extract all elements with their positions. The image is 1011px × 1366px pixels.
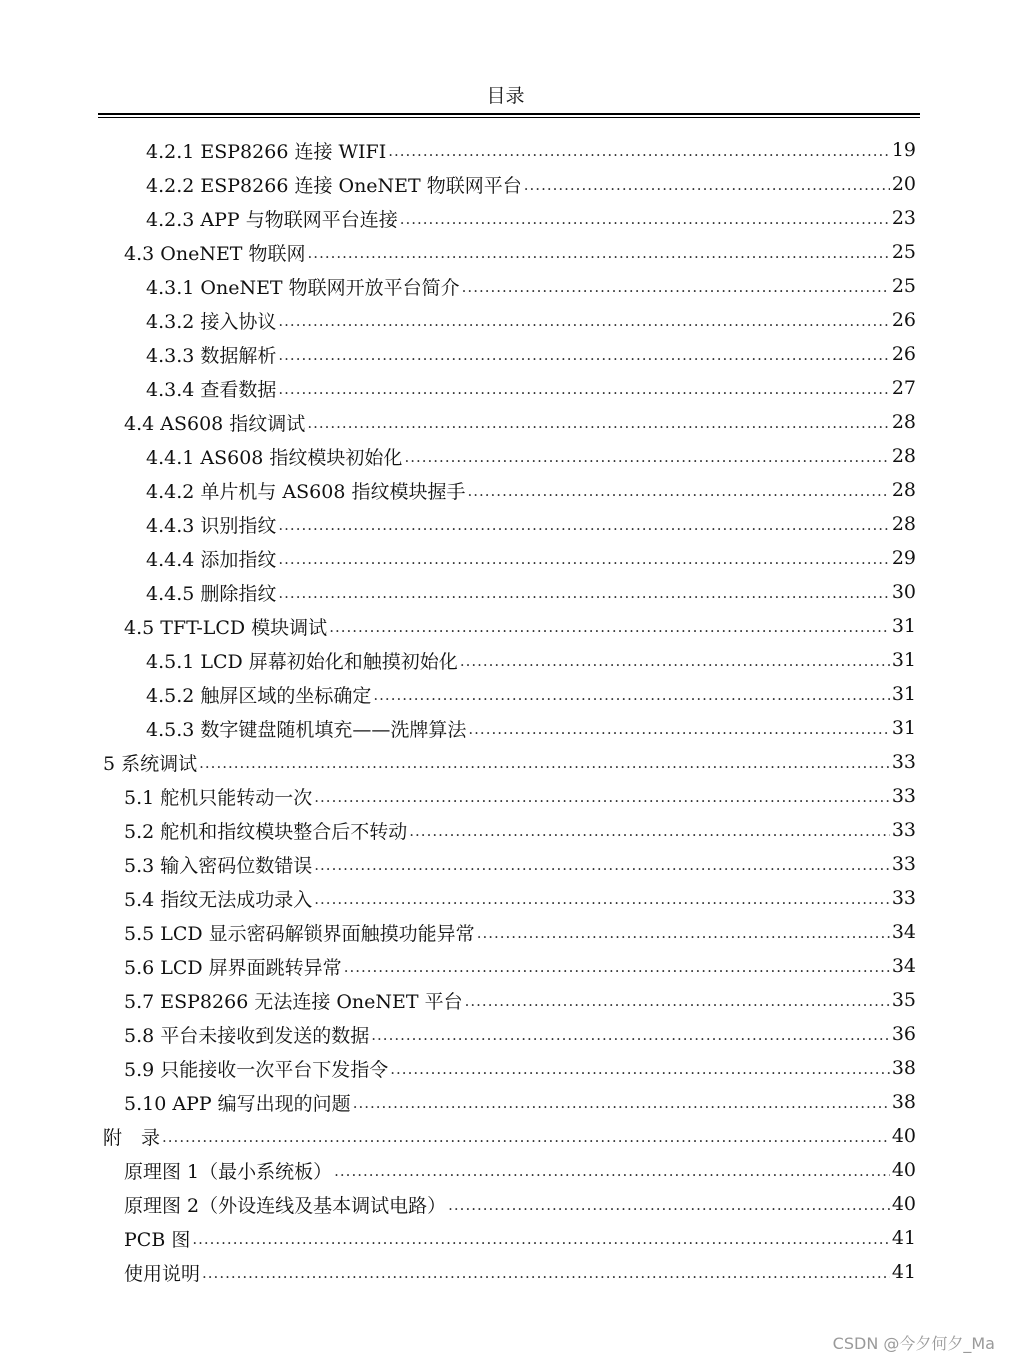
toc-entry-page: 40 <box>891 1159 916 1181</box>
toc-entry[interactable] <box>124 915 916 949</box>
toc-entry-label: 5.9 只能接收一次平台下发指令 <box>124 1058 389 1081</box>
toc-dot-leader <box>278 516 889 541</box>
toc-entry-page: 33 <box>891 853 916 875</box>
toc-entry-label: 5.7 ESP8266 无法连接 OneNET 平台 <box>124 990 463 1013</box>
toc-entry-label: 4.4 AS608 指纹调试 <box>124 412 306 435</box>
toc-entry[interactable] <box>146 371 916 405</box>
toc-entry-page: 36 <box>891 1023 916 1045</box>
toc-entry-page: 29 <box>891 547 916 569</box>
toc-entry-label: 5.10 APP 编写出现的问题 <box>124 1092 351 1115</box>
toc-entry-label: 使用说明 <box>124 1262 201 1285</box>
toc-entry-label: 原理图 2（外设连线及基本调试电路） <box>124 1194 447 1217</box>
toc-entry[interactable] <box>124 1153 916 1187</box>
toc-entry-label: 4.4.5 删除指纹 <box>146 582 277 605</box>
toc-entry[interactable] <box>146 439 916 473</box>
page-header-title: 目录 <box>486 85 525 107</box>
toc-entry-label: PCB 图 <box>124 1228 191 1251</box>
toc-entry-page: 25 <box>891 275 916 297</box>
toc-dot-leader <box>460 652 890 677</box>
toc-entry-label: 4.5.3 数字键盘随机填充——洗牌算法 <box>146 718 467 741</box>
toc-entry-label: 4.2.2 ESP8266 连接 OneNET 物联网平台 <box>146 174 522 197</box>
toc-dot-leader <box>400 210 890 235</box>
toc-entry[interactable] <box>146 337 916 371</box>
toc-entry-page: 34 <box>891 921 916 943</box>
toc-entry[interactable] <box>146 269 916 303</box>
toc-entry-page: 33 <box>891 819 916 841</box>
toc-entry-label: 4.3 OneNET 物联网 <box>124 242 306 265</box>
toc-entry-label: 5.5 LCD 显示密码解锁界面触摸功能异常 <box>124 922 475 945</box>
toc-dot-leader <box>409 822 890 847</box>
toc-entry[interactable] <box>124 983 916 1017</box>
toc-entry-page: 41 <box>891 1261 916 1283</box>
toc-dot-leader <box>468 720 889 745</box>
toc-entry-page: 33 <box>891 751 916 773</box>
toc-entry-label: 5.4 指纹无法成功录入 <box>124 888 313 911</box>
toc-entry[interactable] <box>103 745 916 779</box>
toc-entry[interactable] <box>146 167 916 201</box>
toc-entry[interactable] <box>124 1255 916 1289</box>
toc-entry[interactable] <box>146 643 916 677</box>
toc-entry-label: 4.5 TFT-LCD 模块调试 <box>124 616 328 639</box>
toc-entry-label: 4.4.1 AS608 指纹模块初始化 <box>146 446 403 469</box>
toc-entry-page: 26 <box>891 343 916 365</box>
header-rule <box>98 113 920 115</box>
toc-dot-leader <box>404 448 889 473</box>
toc-entry[interactable] <box>146 133 916 167</box>
toc-entry-page: 33 <box>891 785 916 807</box>
toc-entry[interactable] <box>124 1221 916 1255</box>
toc-entry-label: 5.6 LCD 屏界面跳转异常 <box>124 956 342 979</box>
toc-entry-page: 33 <box>891 887 916 909</box>
toc-entry-label: 4.3.1 OneNET 物联网开放平台简介 <box>146 276 460 299</box>
toc-dot-leader <box>314 788 890 813</box>
toc-entry-label: 4.4.2 单片机与 AS608 指纹模块握手 <box>146 480 466 503</box>
toc-entry-page: 31 <box>891 615 916 637</box>
toc-entry[interactable] <box>146 677 916 711</box>
toc-dot-leader <box>353 1094 890 1119</box>
toc-dot-leader <box>477 924 890 949</box>
toc-entry-page: 38 <box>891 1091 916 1113</box>
toc-entry-page: 27 <box>891 377 916 399</box>
toc-dot-leader <box>278 312 889 337</box>
header-rule-thin <box>98 117 920 118</box>
toc-entry-label: 5.2 舵机和指纹模块整合后不转动 <box>124 820 408 843</box>
toc-entry[interactable] <box>146 541 916 575</box>
toc-entry-page: 31 <box>891 717 916 739</box>
toc-dot-leader <box>278 346 889 371</box>
toc-entry[interactable] <box>124 1085 916 1119</box>
watermark: CSDN @今夕何夕_Ma <box>832 1334 995 1353</box>
toc-dot-leader <box>388 142 890 167</box>
toc-dot-leader <box>278 380 889 405</box>
toc-dot-leader <box>308 244 890 269</box>
toc-entry-label: 4.2.1 ESP8266 连接 WIFI <box>146 140 387 163</box>
toc-entry-label: 4.3.4 查看数据 <box>146 378 277 401</box>
toc-entry[interactable] <box>124 813 916 847</box>
toc-entry[interactable] <box>146 303 916 337</box>
toc-entry-label: 4.5.1 LCD 屏幕初始化和触摸初始化 <box>146 650 458 673</box>
toc-entry-page: 26 <box>891 309 916 331</box>
toc-dot-leader <box>373 686 889 711</box>
toc-entry[interactable] <box>146 473 916 507</box>
toc-entry-page: 28 <box>891 479 916 501</box>
toc-entry-page: 30 <box>891 581 916 603</box>
toc-entry-page: 38 <box>891 1057 916 1079</box>
toc-dot-leader <box>314 890 890 915</box>
toc-entry-label: 4.4.4 添加指纹 <box>146 548 277 571</box>
toc-entry-page: 34 <box>891 955 916 977</box>
toc-entry[interactable] <box>103 1119 916 1153</box>
toc-entry-page: 20 <box>891 173 916 195</box>
toc-entry-label: 4.2.3 APP 与物联网平台连接 <box>146 208 398 231</box>
toc-entry-page: 28 <box>891 513 916 535</box>
toc-entry[interactable] <box>124 405 916 439</box>
toc-entry-label: 5.8 平台未接收到发送的数据 <box>124 1024 370 1047</box>
toc-entry-page: 31 <box>891 683 916 705</box>
toc-dot-leader <box>278 584 889 609</box>
toc-entry-page: 28 <box>891 411 916 433</box>
toc-entry-page: 28 <box>891 445 916 467</box>
toc-dot-leader <box>314 856 890 881</box>
toc-entry[interactable] <box>124 949 916 983</box>
toc-dot-leader <box>390 1060 890 1085</box>
toc-entry-page: 23 <box>891 207 916 229</box>
toc-dot-leader <box>162 1128 890 1153</box>
toc-entry-page: 40 <box>891 1125 916 1147</box>
toc-entry-page: 25 <box>891 241 916 263</box>
toc-dot-leader <box>465 992 890 1017</box>
toc-dot-leader <box>307 414 890 439</box>
toc-dot-leader <box>278 550 889 575</box>
toc-entry-label: 5 系统调试 <box>103 752 198 775</box>
toc-entry[interactable] <box>146 575 916 609</box>
toc-entry[interactable] <box>124 1051 916 1085</box>
toc-dot-leader <box>329 618 890 643</box>
toc-entry-page: 35 <box>891 989 916 1011</box>
toc-entry-page: 19 <box>891 139 916 161</box>
toc-entry[interactable] <box>124 1187 916 1221</box>
toc-entry[interactable] <box>124 881 916 915</box>
toc-entry[interactable] <box>124 609 916 643</box>
toc-dot-leader <box>467 482 889 507</box>
toc-entry-label: 4.4.3 识别指纹 <box>146 514 277 537</box>
toc-dot-leader <box>334 1162 890 1187</box>
toc-dot-leader <box>344 958 890 983</box>
toc-dot-leader <box>448 1196 890 1221</box>
toc-entry[interactable] <box>146 507 916 541</box>
toc-entry-label: 5.1 舵机只能转动一次 <box>124 786 313 809</box>
toc-entry[interactable] <box>124 779 916 813</box>
toc-dot-leader <box>199 754 890 779</box>
toc-dot-leader <box>192 1230 889 1255</box>
toc-dot-leader <box>462 278 890 303</box>
toc-entry[interactable] <box>146 711 916 745</box>
toc-entry-label: 4.3.3 数据解析 <box>146 344 277 367</box>
toc-entry[interactable] <box>124 847 916 881</box>
toc-dot-leader <box>371 1026 890 1051</box>
toc-entry-label: 5.3 输入密码位数错误 <box>124 854 313 877</box>
toc-entry-label: 4.5.2 触屏区域的坐标确定 <box>146 684 372 707</box>
toc-entry-label: 4.3.2 接入协议 <box>146 310 277 333</box>
toc-entry-label: 原理图 1（最小系统板） <box>124 1160 333 1183</box>
toc-dot-leader <box>524 176 890 201</box>
toc-entry-page: 40 <box>891 1193 916 1215</box>
toc-entry[interactable] <box>124 1017 916 1051</box>
toc-dot-leader <box>202 1264 890 1289</box>
toc-entry[interactable] <box>146 201 916 235</box>
toc-entry[interactable] <box>124 235 916 269</box>
toc-entry-page: 31 <box>891 649 916 671</box>
toc-entry-label: 附 录 <box>103 1126 161 1149</box>
toc-entry-page: 41 <box>891 1227 916 1249</box>
